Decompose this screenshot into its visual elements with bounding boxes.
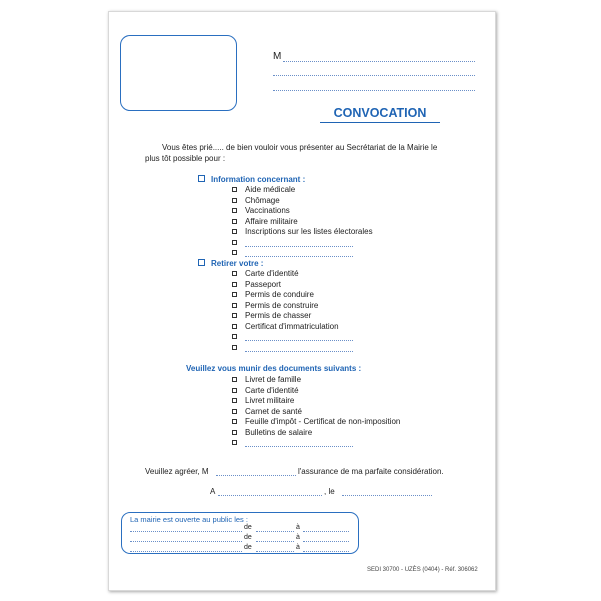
checkbox-label: Livret de famille (245, 375, 302, 384)
checkbox[interactable] (232, 250, 237, 255)
hours-from-field[interactable] (256, 541, 294, 542)
section-retirer-heading: Retirer votre : (198, 259, 263, 268)
checkbox[interactable] (232, 345, 237, 350)
hours-day-field[interactable] (130, 531, 242, 532)
checkbox[interactable] (232, 229, 237, 234)
hours-to-field[interactable] (303, 531, 349, 532)
footer-reference: SEDI 30700 - UZÈS (0404) - Réf. 306062 (367, 567, 478, 573)
section-documents-heading: Veuillez vous munir des documents suivants : (186, 364, 362, 373)
checkbox[interactable] (232, 430, 237, 435)
blank-option-field[interactable] (245, 256, 353, 257)
checkbox[interactable] (232, 282, 237, 287)
hours-from-label: de (244, 524, 252, 531)
checkbox-label: Permis de construire (245, 300, 319, 310)
checkbox-label: Inscriptions sur les listes électorales (245, 227, 373, 236)
checkbox-label: Chômage (245, 195, 280, 205)
checkbox[interactable] (232, 388, 237, 393)
checkbox-label: Livret militaire (245, 396, 295, 405)
addressee-line-1[interactable] (283, 61, 475, 62)
place-prefix: A (210, 487, 216, 496)
checkbox[interactable] (232, 398, 237, 403)
heading-checkbox-icon (198, 259, 205, 266)
checkbox-label: Permis de conduire (245, 290, 314, 299)
hours-from-label: de (244, 534, 252, 541)
checkbox-label: Passeport (245, 279, 282, 289)
addressee-line-2[interactable] (273, 75, 475, 76)
checkbox[interactable] (232, 377, 237, 382)
hours-to-label: à (296, 534, 300, 541)
place-field[interactable] (218, 495, 322, 496)
closing-prefix: Veuillez agréer, M (145, 467, 209, 476)
hours-to-label: à (296, 524, 300, 531)
hours-day-field[interactable] (130, 551, 242, 552)
checkbox[interactable] (232, 324, 237, 329)
hours-to-field[interactable] (303, 541, 349, 542)
section-information-heading: Information concernant : (198, 175, 305, 184)
hours-to-field[interactable] (303, 551, 349, 552)
document-title: CONVOCATION (333, 106, 427, 120)
checkbox-label: Permis de chasser (245, 311, 312, 320)
intro-line-2: plus tôt possible pour : (145, 154, 226, 163)
addressee-prefix: M (273, 51, 282, 62)
hours-from-field[interactable] (256, 531, 294, 532)
hours-from-field[interactable] (256, 551, 294, 552)
checkbox-label: Affaire militaire (245, 216, 298, 226)
intro-line-1: Vous êtes prié..... de bien vouloir vous présenter au Secrétariat de la Mairie le (162, 143, 438, 152)
closing-name-field[interactable] (216, 475, 296, 476)
checkbox-label: Carnet de santé (245, 406, 302, 416)
checkbox-label: Vaccinations (245, 206, 290, 215)
checkbox-label: Carte d'identité (245, 269, 299, 278)
checkbox[interactable] (232, 303, 237, 308)
checkbox[interactable] (232, 334, 237, 339)
date-prefix: , le (324, 487, 335, 496)
opening-hours-label: La mairie est ouverte au public les : (130, 515, 248, 524)
photo-placeholder-box (120, 35, 237, 111)
blank-option-field[interactable] (245, 351, 353, 352)
checkbox[interactable] (232, 187, 237, 192)
checkbox-label: Carte d'identité (245, 385, 299, 395)
checkbox-label: Bulletins de salaire (245, 427, 313, 437)
checkbox[interactable] (232, 292, 237, 297)
checkbox-label: Certificat d'immatriculation (245, 321, 339, 331)
hours-from-label: de (244, 544, 252, 551)
checkbox[interactable] (232, 440, 237, 445)
blank-option-field[interactable] (245, 246, 353, 247)
hours-day-field[interactable] (130, 541, 242, 542)
checkbox[interactable] (232, 240, 237, 245)
date-field[interactable] (342, 495, 432, 496)
checkbox[interactable] (232, 271, 237, 276)
addressee-line-3[interactable] (273, 90, 475, 91)
checkbox[interactable] (232, 409, 237, 414)
hours-to-label: à (296, 544, 300, 551)
checkbox-label: Aide médicale (245, 185, 296, 194)
checkbox[interactable] (232, 313, 237, 318)
checkbox-label: Feuille d'impôt - Certificat de non-imposition (245, 417, 401, 426)
checkbox[interactable] (232, 419, 237, 424)
closing-suffix: l'assurance de ma parfaite considération. (298, 467, 444, 476)
title-underline (320, 122, 440, 123)
checkbox[interactable] (232, 198, 237, 203)
blank-option-field[interactable] (245, 446, 353, 447)
checkbox[interactable] (232, 208, 237, 213)
heading-checkbox-icon (198, 175, 205, 182)
blank-option-field[interactable] (245, 340, 353, 341)
checkbox[interactable] (232, 219, 237, 224)
